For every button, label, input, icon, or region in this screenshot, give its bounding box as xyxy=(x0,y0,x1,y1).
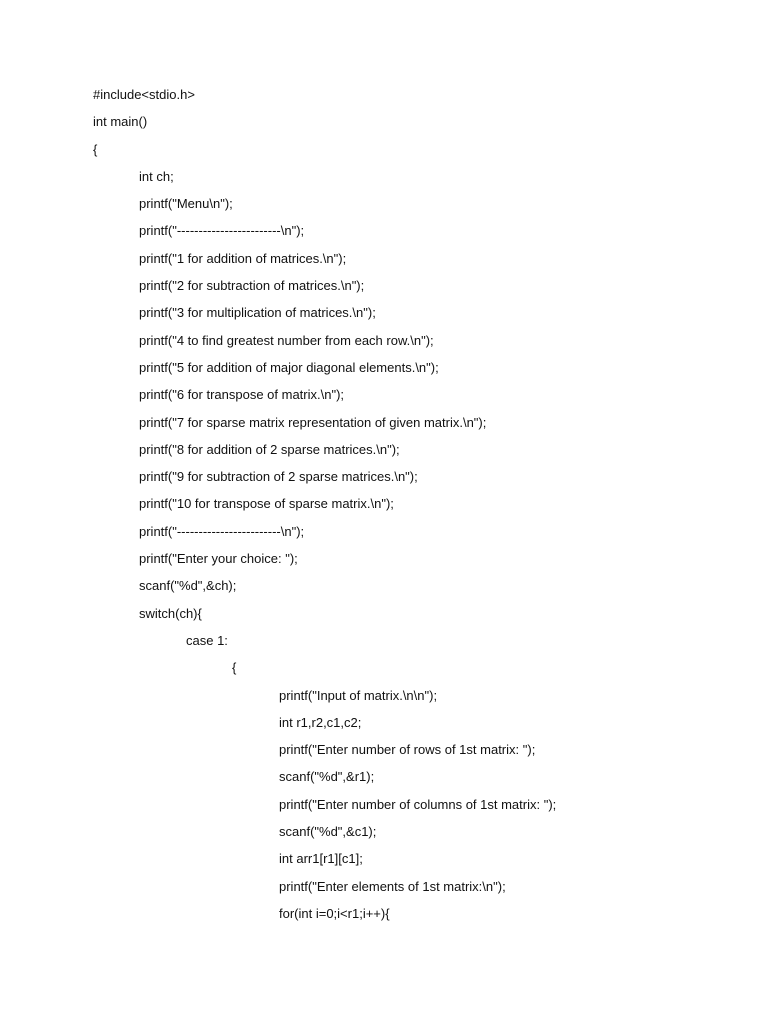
code-line: printf("5 for addition of major diagonal elements.\n"); xyxy=(139,359,439,375)
code-line: scanf("%d",&r1); xyxy=(279,769,375,785)
code-line: int ch; xyxy=(139,168,174,184)
code-line: switch(ch){ xyxy=(139,605,202,621)
code-line: printf("Menu\n"); xyxy=(139,196,233,212)
code-line: { xyxy=(93,141,98,157)
code-line: printf("10 for transpose of sparse matrix.\n"); xyxy=(139,496,394,512)
code-line: printf("------------------------\n"); xyxy=(139,223,305,239)
code-line: printf("1 for addition of matrices.\n"); xyxy=(139,250,347,266)
code-line: printf("6 for transpose of matrix.\n"); xyxy=(139,387,345,403)
code-line: printf("4 to find greatest number from each row.\n"); xyxy=(139,332,434,348)
code-line: scanf("%d",&ch); xyxy=(139,578,237,594)
code-line: printf("Enter number of rows of 1st matrix: "); xyxy=(279,742,536,758)
code-line: printf("3 for multiplication of matrices.\n"); xyxy=(139,305,376,321)
code-line: { xyxy=(232,660,237,676)
code-line: printf("7 for sparse matrix representation of given matrix.\n"); xyxy=(139,414,487,430)
code-line: for(int i=0;i<r1;i++){ xyxy=(279,905,390,921)
code-line: #include<stdio.h> xyxy=(93,87,195,102)
code-line: scanf("%d",&c1); xyxy=(279,824,377,840)
code-line: printf("Enter your choice: "); xyxy=(139,551,298,567)
code-line: printf("8 for addition of 2 sparse matrices.\n"); xyxy=(139,441,400,457)
code-line: printf("Enter elements of 1st matrix:\n"); xyxy=(279,878,506,894)
code-line: int r1,r2,c1,c2; xyxy=(279,714,362,730)
code-listing xyxy=(0,86,768,932)
code-line: int arr1[r1][c1]; xyxy=(279,851,363,867)
code-line: printf("9 for subtraction of 2 sparse matrices.\n"); xyxy=(139,469,418,485)
code-line: printf("2 for subtraction of matrices.\n"); xyxy=(139,278,365,294)
code-line: case 1: xyxy=(186,632,228,648)
code-line: printf("Input of matrix.\n\n"); xyxy=(279,687,438,703)
code-line: printf("------------------------\n"); xyxy=(139,523,305,539)
code-line: int main() xyxy=(93,114,148,130)
code-line: printf("Enter number of columns of 1st matrix: "); xyxy=(279,796,557,812)
